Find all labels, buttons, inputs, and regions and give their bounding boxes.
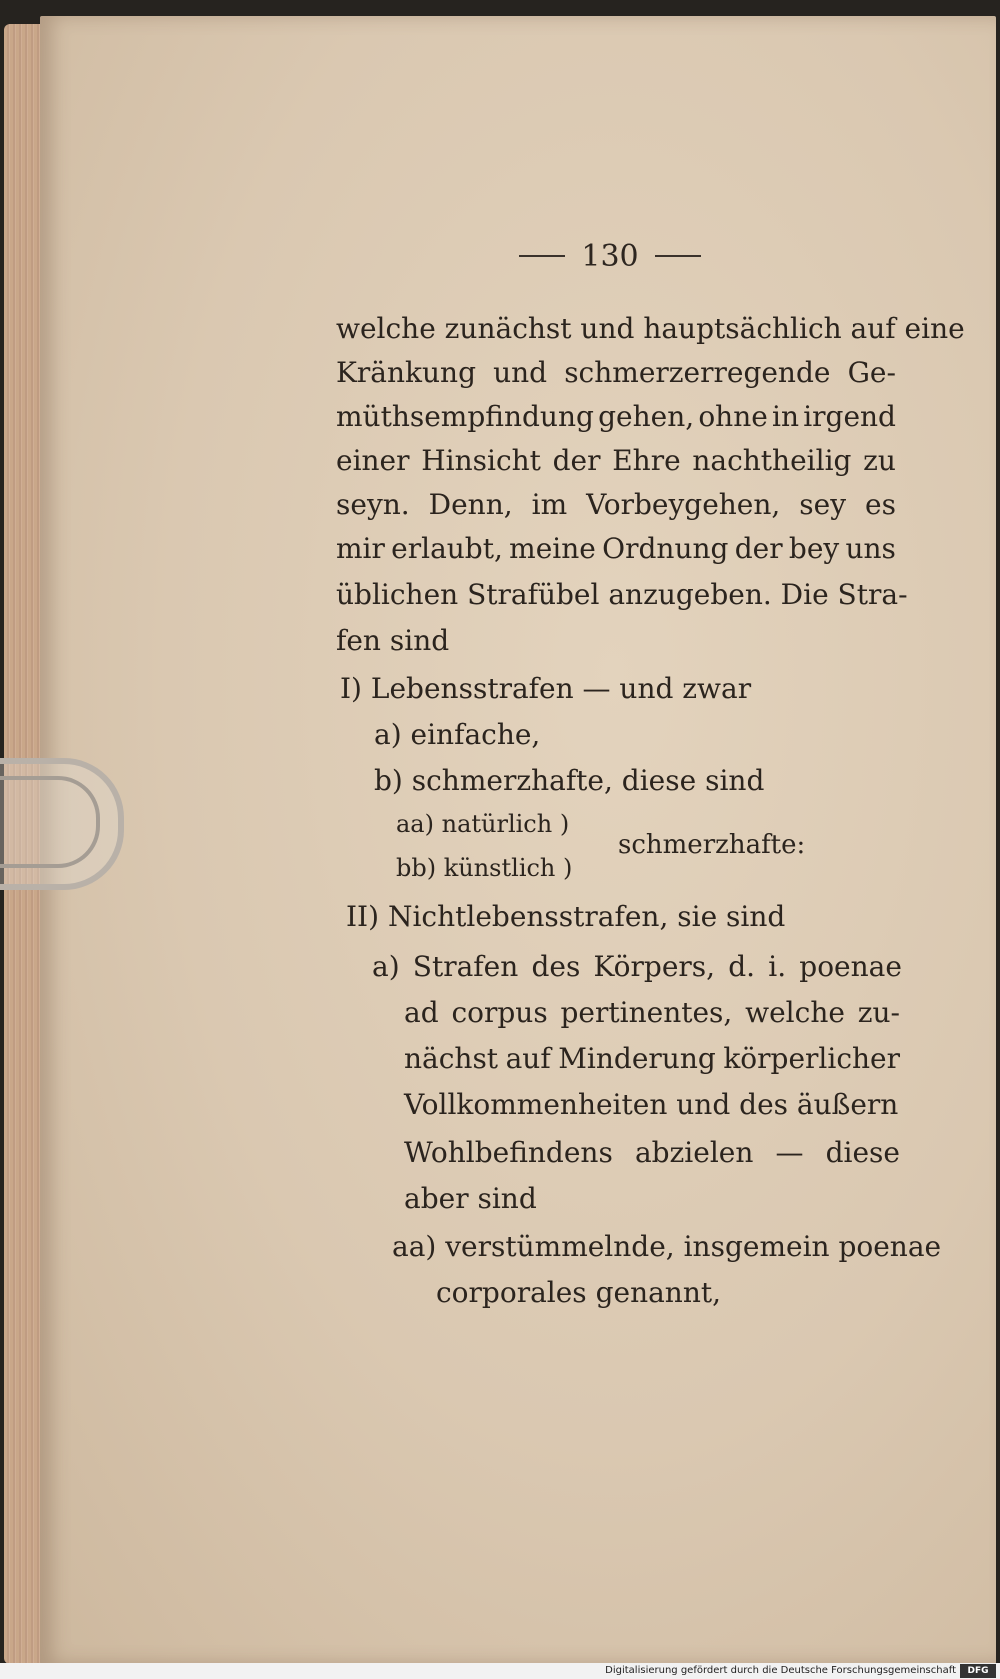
outline-II-a-line-6: aber sind xyxy=(404,1182,537,1215)
word: seyn. xyxy=(336,488,410,521)
header-dash-left xyxy=(519,255,565,257)
outline-II-a-aa-line-2: corporales genannt, xyxy=(436,1276,722,1309)
word: Körpers, xyxy=(593,950,716,983)
word: pertinentes, xyxy=(560,996,733,1029)
word: der xyxy=(552,444,601,477)
body-line-5 xyxy=(336,488,896,521)
word: zu xyxy=(863,444,896,477)
paper-clip-inner xyxy=(0,776,100,868)
word: bey xyxy=(788,532,840,565)
word: müthsempfindung xyxy=(336,400,594,433)
body-line-3 xyxy=(336,400,896,433)
word: einer xyxy=(336,444,410,477)
word: ad xyxy=(404,996,439,1029)
outline-II-a-line-5 xyxy=(404,1136,900,1169)
word: meine xyxy=(509,532,596,565)
word: — xyxy=(775,1136,804,1169)
header-dash-right xyxy=(655,255,701,257)
digitization-footer xyxy=(0,1663,1000,1679)
outline-I-a: a) einfache, xyxy=(374,718,541,751)
outline-II-a-line-4-text: Vollkommenheiten und des äußern xyxy=(404,1088,899,1121)
word: gehen, xyxy=(598,400,695,433)
word: uns xyxy=(845,532,896,565)
outline-II: II) Nichtlebensstrafen, sie sind xyxy=(346,900,786,933)
word: auf xyxy=(505,1042,551,1075)
word: Hinsicht xyxy=(421,444,541,477)
word: zu- xyxy=(857,996,900,1029)
word: und xyxy=(493,356,548,389)
page-number: 130 xyxy=(581,238,639,274)
outline-II-a xyxy=(372,950,902,983)
word: im xyxy=(531,488,568,521)
word: Ge- xyxy=(847,356,896,389)
word: nachtheilig xyxy=(692,444,852,477)
word: ohne xyxy=(698,400,768,433)
footer-credit: Digitalisierung gefördert durch die Deutsche Forschungsgemeinschaft xyxy=(605,1665,956,1676)
word: in xyxy=(772,400,799,433)
word: irgend xyxy=(803,400,896,433)
word: der xyxy=(734,532,783,565)
outline-I: I) Lebensstrafen — und zwar xyxy=(340,672,752,705)
outline-I-b: b) schmerzhafte, diese sind xyxy=(374,764,765,797)
word: des xyxy=(531,950,581,983)
outline-I-b-bracket-label: schmerzhafte: xyxy=(618,830,806,860)
word: es xyxy=(865,488,896,521)
body-line-7: üblichen Strafübel anzugeben. Die Stra- xyxy=(336,578,908,611)
word: d. xyxy=(728,950,756,983)
word: Kränkung xyxy=(336,356,476,389)
dfg-logo: DFG xyxy=(960,1664,996,1678)
body-line-6 xyxy=(336,532,896,565)
outline-I-b-aa: aa) natürlich ) xyxy=(396,810,570,838)
word: i. xyxy=(768,950,787,983)
outline-II-a-line-2 xyxy=(404,996,900,1029)
word: Denn, xyxy=(428,488,513,521)
body-line-1: welche zunächst und hauptsächlich auf eine xyxy=(336,312,965,345)
word: nächst xyxy=(404,1042,499,1075)
word: körperlicher xyxy=(723,1042,900,1075)
word: Vorbeygehen, xyxy=(586,488,781,521)
word: abzielen xyxy=(634,1136,754,1169)
word: Wohlbefindens xyxy=(404,1136,613,1169)
word: sey xyxy=(799,488,847,521)
body-line-4 xyxy=(336,444,896,477)
word: erlaubt, xyxy=(391,532,503,565)
word: Ordnung xyxy=(602,532,729,565)
outline-II-a-line-4 xyxy=(404,1088,900,1121)
word: poenae xyxy=(799,950,902,983)
outline-II-a-aa: aa) verstümmelnde, insgemein poenae xyxy=(392,1230,942,1263)
word: diese xyxy=(825,1136,900,1169)
outline-II-a-line-3 xyxy=(404,1042,900,1075)
body-line-8: fen sind xyxy=(336,624,450,657)
outline-I-b-bb: bb) künstlich ) xyxy=(396,854,573,882)
word: a) xyxy=(372,950,400,983)
word: Strafen xyxy=(412,950,519,983)
word: Ehre xyxy=(612,444,681,477)
word: mir xyxy=(336,532,385,565)
body-line-2 xyxy=(336,356,896,389)
page-header xyxy=(490,236,730,276)
word: schmerzerregende xyxy=(564,356,831,389)
word: Minderung xyxy=(558,1042,716,1075)
word: corpus xyxy=(451,996,548,1029)
word: welche xyxy=(745,996,845,1029)
